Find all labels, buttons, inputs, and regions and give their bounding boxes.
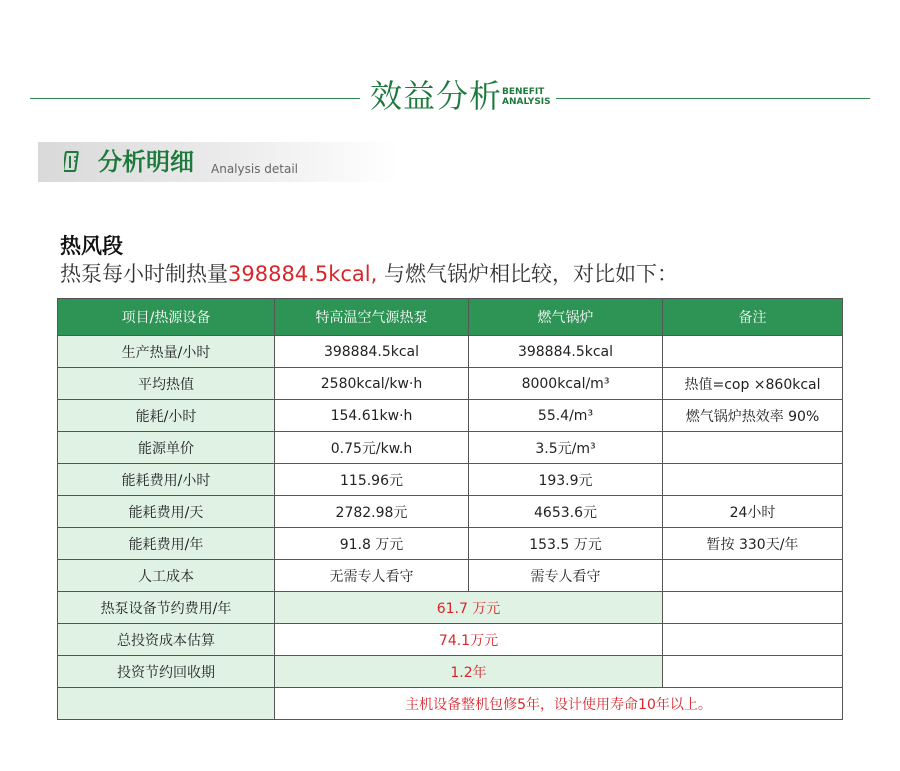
section-banner-subtitle: Analysis detail <box>211 162 298 176</box>
table-header-row <box>58 299 843 336</box>
table-row: 能耗费用/天 2782.98元 4653.6元 24小时 <box>58 496 843 528</box>
header-heat-pump: 特高温空气源热泵 <box>275 299 469 336</box>
annual-savings: 61.7 万元 <box>275 592 663 624</box>
table-row: 能耗费用/小时 115.96元 193.9元 <box>58 464 843 496</box>
section-title: 热风段 <box>60 234 123 258</box>
title-rule-right <box>556 98 870 99</box>
header-item: 项目/热源设备 <box>58 299 275 336</box>
section-banner-title: 分析明细 <box>98 148 194 176</box>
section-banner <box>38 142 398 182</box>
title-rule-left <box>30 98 360 99</box>
payback-period: 1.2年 <box>275 656 663 688</box>
table-row: 平均热值 2580kcal/kw·h 8000kcal/m³ 热值=cop ×860kcal <box>58 368 843 400</box>
summary-row: 热泵设备节约费用/年 61.7 万元 <box>58 592 843 624</box>
page-title: 效益分析 <box>370 77 503 115</box>
table-row: 人工成本 无需专人看守 需专人看守 <box>58 560 843 592</box>
intro-highlight: 398884.5kcal, <box>228 262 378 286</box>
header-note: 备注 <box>663 299 843 336</box>
summary-row: 总投资成本估算 74.1万元 <box>58 624 843 656</box>
table-row: 能源单价 0.75元/kw.h 3.5元/m³ <box>58 432 843 464</box>
summary-row: 投资节约回收期 1.2年 <box>58 656 843 688</box>
intro-text: 热泵每小时制热量398884.5kcal, 与燃气锅炉相比较，对比如下： <box>60 262 678 286</box>
warranty-note: 主机设备整机包修5年，设计使用寿命10年以上。 <box>275 688 843 720</box>
investment-cost: 74.1万元 <box>275 624 663 656</box>
comparison-table <box>57 298 843 720</box>
table-row: 能耗费用/年 91.8 万元 153.5 万元 暂按 330天/年 <box>58 528 843 560</box>
header-gas-boiler: 燃气锅炉 <box>469 299 663 336</box>
table-row: 生产热量/小时 398884.5kcal 398884.5kcal <box>58 336 843 368</box>
page-title-english: BENEFIT ANALYSIS <box>502 87 551 107</box>
notebook-icon <box>64 151 82 173</box>
table-row: 能耗/小时 154.61kw·h 55.4/m³ 燃气锅炉热效率 90% <box>58 400 843 432</box>
footer-row <box>58 688 843 720</box>
